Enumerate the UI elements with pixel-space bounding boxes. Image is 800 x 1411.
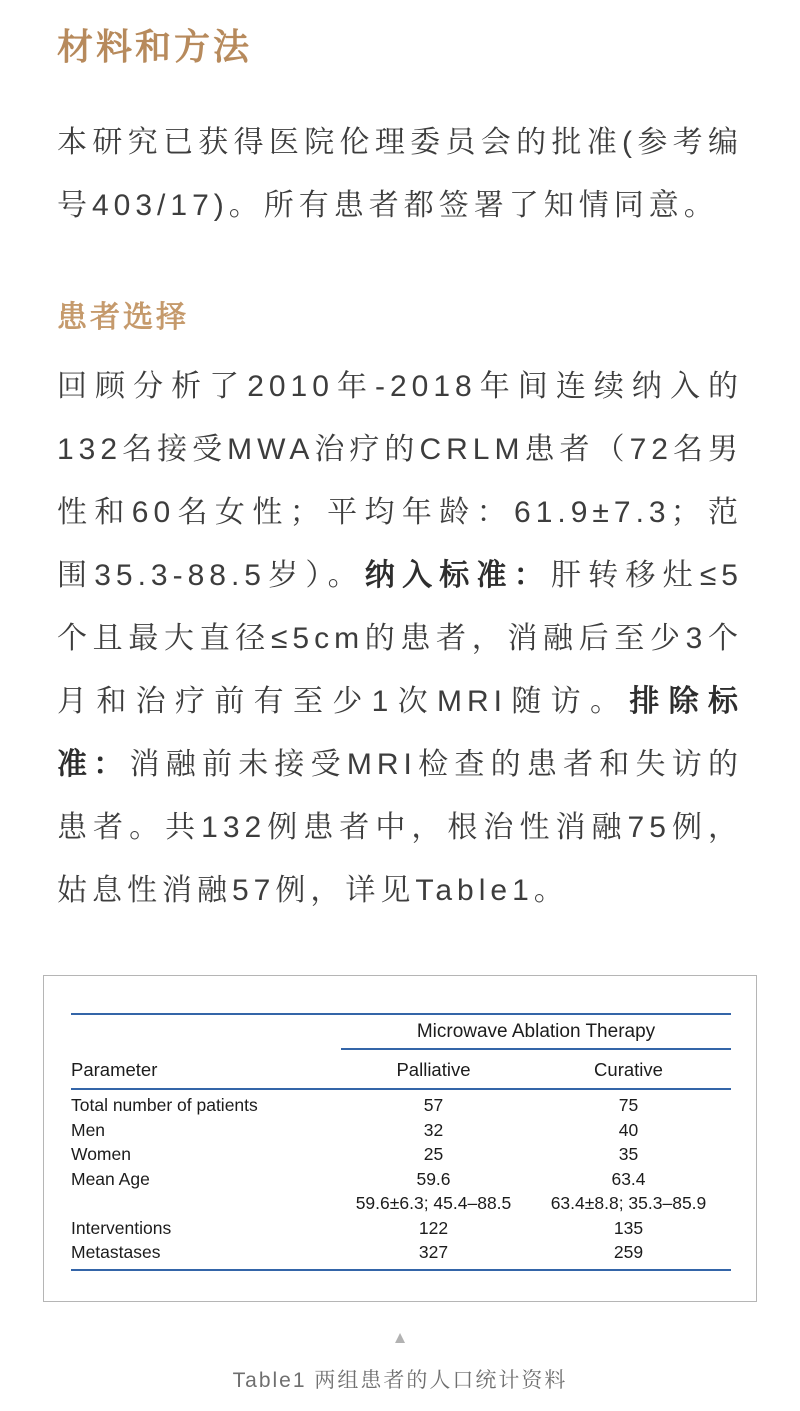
table-body: [71, 1090, 731, 1265]
row-param: Mean Age: [71, 1168, 150, 1189]
table-row: [71, 1191, 731, 1216]
table-row: [71, 1142, 731, 1167]
ethics-paragraph: [57, 111, 743, 237]
table-caption: Table1 两组患者的人口统计资料: [232, 1368, 568, 1392]
row-param: Men: [71, 1119, 106, 1140]
table-group-header: Microwave Ablation Therapy: [341, 1015, 731, 1050]
table1-card: [43, 975, 757, 1302]
row-curative-value: 75: [618, 1095, 639, 1116]
row-palliative-value: 32: [423, 1119, 444, 1140]
table-row: [71, 1240, 731, 1265]
row-curative-value: 63.4: [611, 1168, 646, 1189]
row-palliative-value: 59.6: [416, 1168, 451, 1189]
row-curative-value: 259: [613, 1242, 644, 1263]
column-header-curative: Curative: [594, 1059, 663, 1081]
row-palliative-value: 59.6±6.3; 45.4–88.5: [355, 1193, 512, 1214]
row-param: Metastases: [71, 1242, 161, 1263]
row-palliative-value: 327: [418, 1242, 449, 1263]
subheading-patient-selection: 患者选择: [57, 301, 189, 335]
patient-selection-text-2: 肝转移灶≤5个且最大直径≤5cm的患者，消融后至少3个月和治疗前有至少1次MRI随访。: [57, 559, 743, 719]
table-row: [71, 1118, 731, 1143]
inclusion-criteria-label: 纳入标准：: [364, 559, 551, 593]
demographics-table: [71, 1013, 731, 1271]
table-group-header-row: [71, 1015, 731, 1050]
row-param: Women: [71, 1144, 131, 1165]
column-header-palliative: Palliative: [396, 1059, 471, 1081]
row-param: Interventions: [71, 1217, 172, 1238]
column-header-parameter: Parameter: [71, 1059, 158, 1081]
exclusion-criteria-label: 排除标准：: [57, 685, 743, 782]
table-row: [71, 1167, 731, 1192]
table-caption-block: [57, 1329, 743, 1394]
row-palliative-value: 122: [418, 1217, 449, 1238]
table-row: [71, 1216, 731, 1241]
row-curative-value: 63.4±8.8; 35.3–85.9: [550, 1193, 707, 1214]
triangle-up-icon: ▲: [391, 1327, 409, 1347]
row-param: [71, 1191, 341, 1216]
section-heading-materials-methods: 材料和方法: [57, 26, 253, 68]
table-group-header-spacer: [71, 1015, 341, 1050]
row-curative-value: 40: [618, 1119, 639, 1140]
table-row: [71, 1093, 731, 1118]
patient-selection-paragraph: [57, 355, 743, 922]
table-bottom-rule: [71, 1269, 731, 1271]
row-palliative-value: 57: [423, 1095, 444, 1116]
row-curative-value: 135: [613, 1217, 644, 1238]
patient-selection-text-1: 回顾分析了2010年-2018年间连续纳入的132名接受MWA治疗的CRLM患者（72名男性和60名女性；平均年龄：61.9±7.3；范围35.3-88.5岁）。: [57, 370, 743, 593]
table-column-header-row: [71, 1050, 731, 1090]
patient-selection-text-3: 消融前未接受MRI检查的患者和失访的患者。共132例患者中，根治性消融75例，姑息性消融57例，详见Table1。: [57, 748, 744, 908]
row-curative-value: 35: [618, 1144, 639, 1165]
row-param: Total number of patients: [71, 1095, 258, 1116]
ethics-paragraph-text: 本研究已获得医院伦理委员会的批准(参考编号403/17)。所有患者都签署了知情同意。: [57, 126, 743, 223]
row-palliative-value: 25: [423, 1144, 444, 1165]
